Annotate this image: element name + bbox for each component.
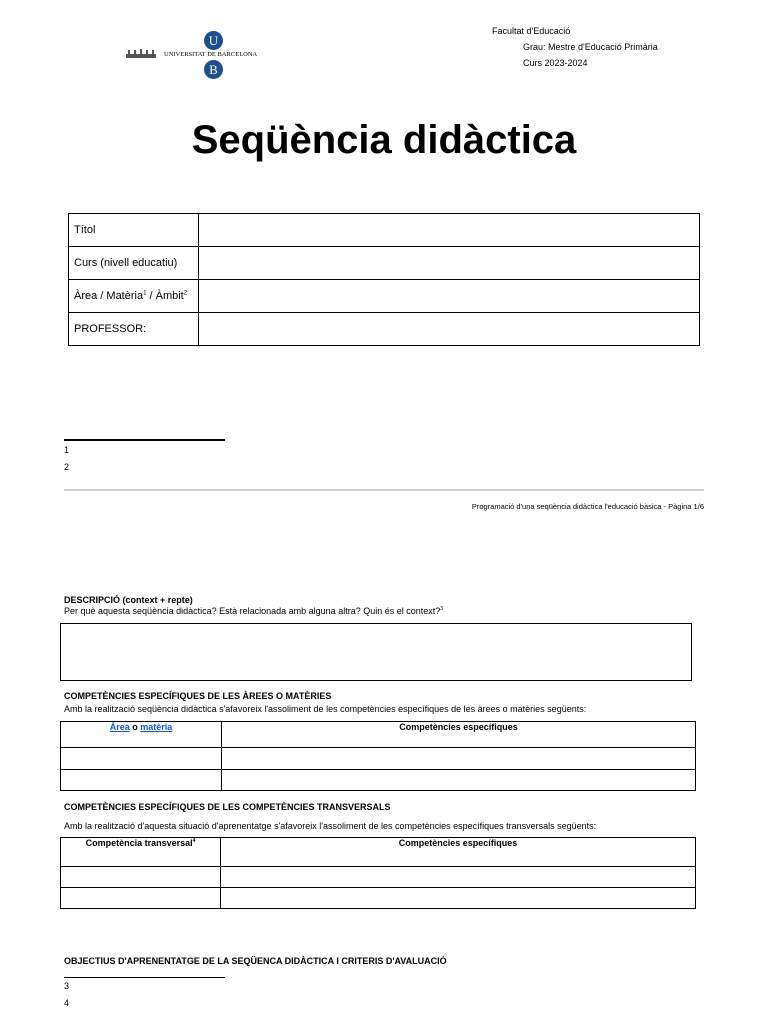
table-cell[interactable] — [61, 888, 221, 909]
footnote-2: 2 — [64, 462, 70, 472]
table-cell[interactable] — [221, 867, 696, 888]
course-value[interactable] — [199, 247, 700, 280]
objectius-title: OBJECTIUS D'APRENENTATGE DE LA SEQÜENCA DIDÀCTICA I CRITERIS D'AVALUACIÓ — [64, 956, 447, 966]
table-row — [69, 214, 700, 247]
table-row — [61, 867, 696, 888]
logo-b-icon: B — [204, 60, 223, 79]
competencies-arees-subtitle: Amb la realització seqüència didàctica s'afavoreix l'assoliment de les competències específiques de les àrees o matèries següents: — [64, 704, 587, 714]
building-icon — [126, 48, 158, 60]
table-row — [61, 770, 696, 791]
descripcio-box[interactable] — [60, 623, 692, 681]
table-row — [69, 247, 700, 280]
area-link[interactable]: Àrea — [109, 722, 130, 732]
table-header-row — [61, 722, 696, 748]
page-footer: Programació d'una seqüència didàctica l'educació bàsica - Pàgina 1/6 — [471, 502, 704, 511]
competencies-especifiques-header: Competències específiques — [221, 838, 696, 867]
professor-label: PROFESSOR: — [69, 313, 199, 346]
table-row — [69, 280, 700, 313]
page-separator — [64, 489, 704, 491]
university-logo — [110, 24, 276, 84]
table-cell[interactable] — [222, 770, 696, 791]
header-separator: o — [129, 722, 141, 732]
footnote-4: 4 — [64, 998, 70, 1008]
competencies-transversals-title: COMPETÈNCIES ESPECÍFIQUES DE LES COMPETÈNCIES TRANSVERSALS — [64, 802, 391, 812]
footnote-ref-4[interactable]: 4 — [192, 838, 196, 844]
descripcio-subtitle — [64, 606, 443, 616]
degree-name: Grau: Mestre d'Educació Primària — [523, 42, 658, 52]
footnote-ref-3[interactable]: 3 — [440, 606, 444, 612]
footnote-ref-1[interactable]: 1 — [143, 290, 147, 297]
footnote-1: 1 — [64, 445, 70, 455]
descripcio-subtitle-text: Per què aquesta seqüència didàctica? Està relacionada amb alguna altra? Quin és el context? — [64, 606, 441, 616]
logo-text: UNIVERSITAT DE BARCELONA — [164, 51, 258, 58]
competencies-arees-table — [60, 721, 696, 791]
table-row — [61, 748, 696, 770]
area-materia-header — [61, 722, 222, 748]
competencies-transversals-subtitle: Amb la realització d'aquesta situació d'aprenentatge s'afavoreix l'assoliment de les competències específiques transversals següents: — [64, 821, 597, 831]
table-cell[interactable] — [61, 867, 221, 888]
area-label-text: Àrea / Matèria — [74, 290, 144, 302]
materia-link[interactable]: matèria — [140, 722, 173, 732]
info-table — [68, 213, 700, 346]
title-label: Títol — [69, 214, 199, 247]
professor-value[interactable] — [199, 313, 700, 346]
table-cell[interactable] — [61, 748, 222, 770]
footnote-divider — [64, 439, 225, 441]
table-header-row — [61, 838, 696, 867]
table-cell[interactable] — [61, 770, 222, 791]
competencia-transversal-header — [61, 838, 221, 867]
footnote-divider — [64, 977, 225, 978]
table-cell[interactable] — [222, 748, 696, 770]
logo-u-icon: U — [204, 31, 223, 50]
table-row — [69, 313, 700, 346]
competencies-especifiques-header: Competències específiques — [222, 722, 696, 748]
competencies-arees-title: COMPETÈNCIES ESPECÍFIQUES DE LES ÀREES O MATÈRIES — [64, 691, 332, 701]
descripcio-title: DESCRIPCIÓ (context + repte) — [64, 595, 193, 605]
footnote-3: 3 — [64, 981, 70, 991]
area-value[interactable] — [199, 280, 700, 313]
ambit-label-text: / Àmbit — [146, 290, 184, 302]
course-year: Curs 2023-2024 — [523, 58, 588, 68]
footnote-ref-2[interactable]: 2 — [183, 290, 188, 297]
title-value[interactable] — [199, 214, 700, 247]
table-cell[interactable] — [221, 888, 696, 909]
page-title: Seqüència didàctica — [191, 118, 577, 162]
course-label: Curs (nivell educatiu) — [69, 247, 199, 280]
competencia-transversal-header-text: Competència transversal — [85, 838, 193, 848]
competencies-transversals-table — [60, 837, 696, 909]
faculty-name: Facultat d'Educació — [492, 26, 571, 36]
table-row — [61, 888, 696, 909]
area-label — [69, 280, 199, 313]
